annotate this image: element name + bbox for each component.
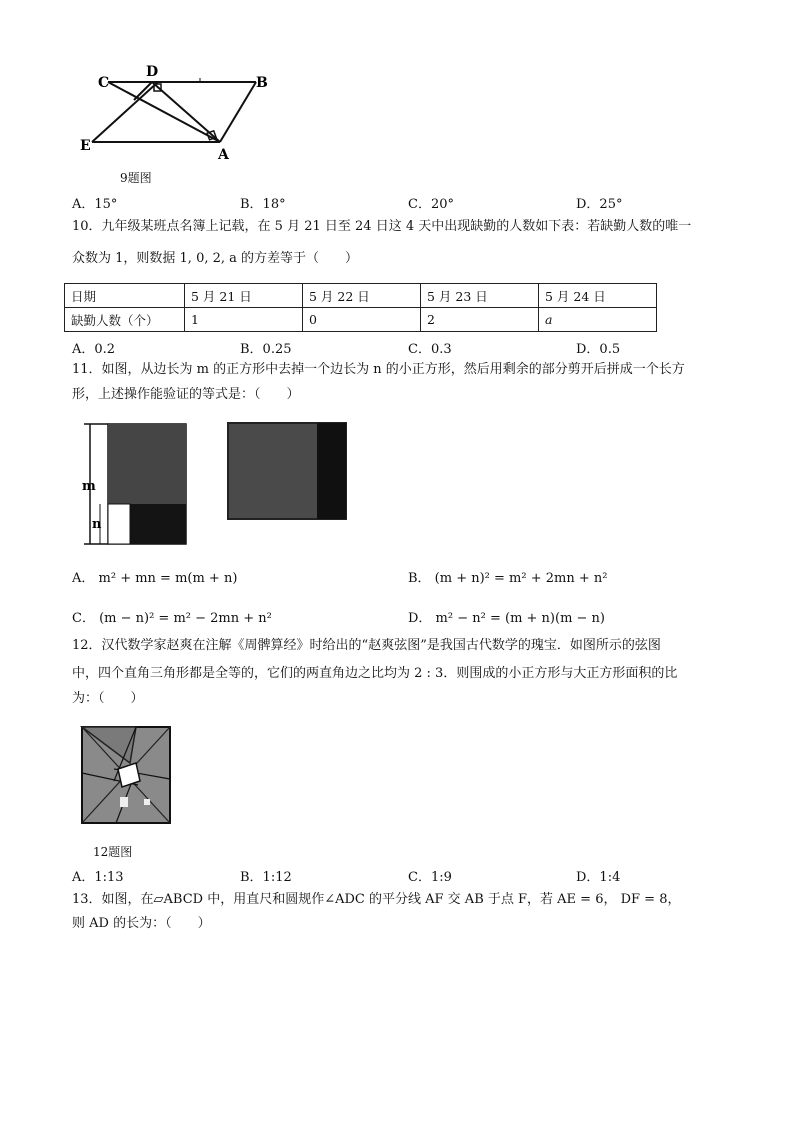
q12-stem-line3: 为：（ ）	[72, 691, 144, 706]
q11-option-a: A． m² + mn = m(m + n)	[72, 571, 238, 586]
q12-option-d: D．1:4	[576, 870, 621, 885]
table-header-row	[65, 284, 657, 308]
q10-option-c: C．0.3	[408, 342, 452, 357]
q12-option-a: A．1:13	[72, 870, 124, 885]
table-cell: 0	[303, 308, 421, 332]
table-cell: 2	[421, 308, 539, 332]
q9-label-c: C	[98, 75, 110, 91]
q9-caption: 9题图	[120, 171, 152, 185]
q12-option-b: B．1:12	[240, 870, 292, 885]
q9-option-c: C．20°	[408, 197, 454, 212]
q12-stem-line1: 12．汉代数学家赵爽在注解《周髀算经》时给出的“赵爽弦图”是我国古代数学的瑰宝．如图所示的弦图	[72, 638, 661, 653]
q11-stem-line2: 形，上述操作能验证的等式是：（ ）	[72, 387, 300, 402]
q10-attendance-table	[64, 283, 657, 332]
q9-option-b: B．18°	[240, 197, 286, 212]
q9-label-b: B	[256, 75, 268, 91]
q13-stem-line2: 则 AD 的长为：（ ）	[72, 916, 211, 931]
q9-option-a: A．15°	[72, 197, 118, 212]
table-cell: 5 月 21 日	[185, 284, 303, 308]
q10-stem-line1: 10．九年级某班点名簿上记载，在 5 月 21 日至 24 日这 4 天中出现缺勤的人数如下表：若缺勤人数的唯一	[72, 219, 692, 234]
table-cell: 5 月 23 日	[421, 284, 539, 308]
q12-caption: 12题图	[93, 845, 133, 859]
q11-option-d: D． m² − n² = (m + n)(m − n)	[408, 611, 605, 626]
q11-figure-right	[225, 420, 350, 522]
q11-option-b: B． (m + n)² = m² + 2mn + n²	[408, 571, 608, 586]
q13-stem-line1: 13．如图，在▱ABCD 中，用直尺和圆规作∠ADC 的平分线 AF 交 AB 于点 F，若 AE = 6， DF = 8，	[72, 892, 681, 907]
q9-label-e: E	[80, 138, 91, 154]
q9-label-a: A	[218, 147, 229, 163]
q12-option-c: C．1:9	[408, 870, 452, 885]
table-cell: a	[539, 308, 657, 332]
q9-figure	[78, 60, 278, 165]
table-cell: 缺勤人数（个）	[65, 308, 185, 332]
q11-label-m: m	[82, 479, 96, 494]
table-cell: 5 月 22 日	[303, 284, 421, 308]
q9-option-d: D．25°	[576, 197, 623, 212]
q10-option-b: B．0.25	[240, 342, 292, 357]
q10-stem-line2: 众数为 1，则数据 1, 0, 2, a 的方差等于（ ）	[72, 251, 359, 266]
q10-option-a: A．0.2	[72, 342, 116, 357]
q12-stem-line2: 中，四个直角三角形都是全等的，它们的两直角边之比均为 2 : 3．则围成的小正方形与大正方形面积的比	[72, 666, 678, 681]
q11-label-n: n	[92, 517, 102, 532]
q11-stem-line1: 11．如图，从边长为 m 的正方形中去掉一个边长为 n 的小正方形，然后用剩余的部分剪开后拼成一个长方	[72, 362, 685, 377]
q11-option-c: C． (m − n)² = m² − 2mn + n²	[72, 611, 272, 626]
table-cell: 日期	[65, 284, 185, 308]
q9-label-d: D	[146, 64, 159, 80]
table-row	[65, 308, 657, 332]
q12-zhao-shuang-figure	[78, 723, 174, 827]
table-cell: 1	[185, 308, 303, 332]
q10-option-d: D．0.5	[576, 342, 621, 357]
q11-figure-left	[76, 418, 191, 548]
table-cell: 5 月 24 日	[539, 284, 657, 308]
